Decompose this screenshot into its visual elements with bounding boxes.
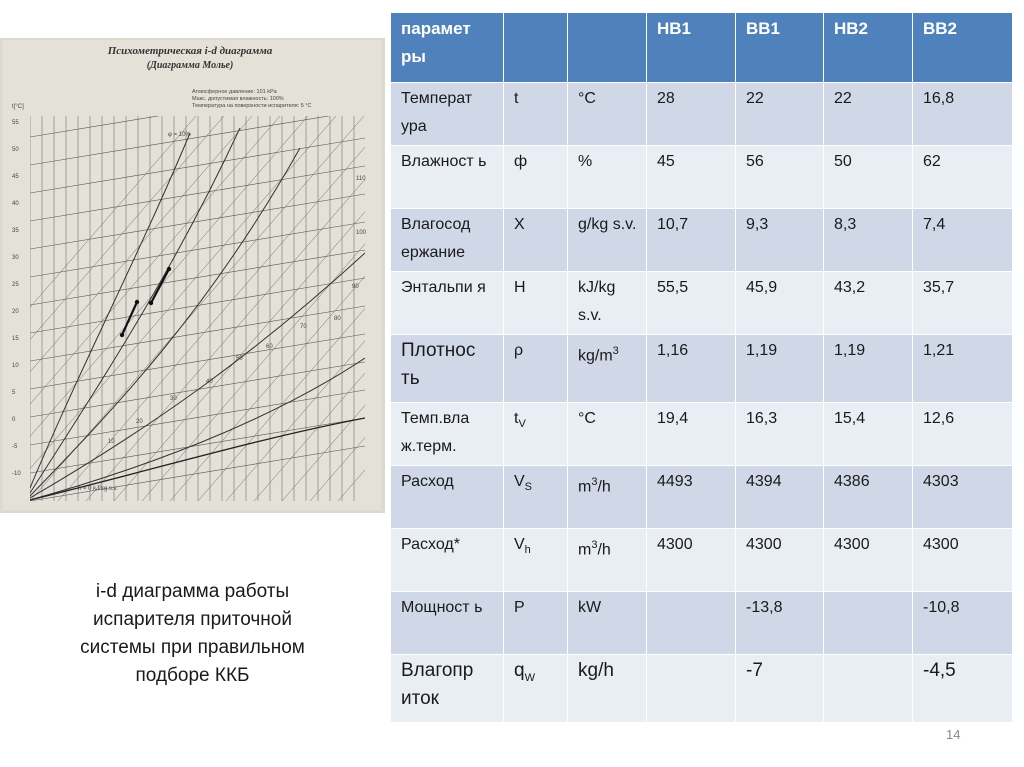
value-cell: 4300 (736, 529, 824, 592)
y-tick-label: -10 (12, 471, 21, 477)
param-name-cell: Плотнос ть (391, 335, 504, 403)
value-cell: 43,2 (824, 272, 913, 335)
param-unit-superscript: 3 (591, 476, 598, 488)
y-tick-label: 45 (12, 174, 19, 180)
y-tick-label: 55 (12, 120, 19, 126)
param-unit-cell (568, 466, 647, 529)
value-cell: 15,4 (824, 403, 913, 466)
param-unit-cell (568, 592, 647, 655)
param-symbol: ф (514, 153, 528, 170)
table-header-row (391, 13, 1013, 83)
process-point (167, 267, 171, 271)
value-cell (824, 592, 913, 655)
value-cell: 4300 (824, 529, 913, 592)
chart-title: Психометрическая i-d диаграмма (107, 45, 273, 57)
value-cell: 56 (736, 146, 824, 209)
param-symbol-subscript: S (524, 481, 533, 494)
table-row (391, 146, 1013, 209)
parameters-table (390, 12, 1013, 723)
value-cell (647, 592, 736, 655)
table-row (391, 655, 1013, 723)
value-cell: 4493 (647, 466, 736, 529)
table-row (391, 529, 1013, 592)
process-point (120, 333, 124, 337)
value-cell: 19,4 (647, 403, 736, 466)
enthalpy-label: 90 (352, 284, 359, 290)
param-unit: m (578, 541, 592, 559)
y-tick-label: 30 (12, 255, 19, 261)
param-symbol: V (514, 536, 525, 553)
value-cell: 16,8 (913, 83, 1013, 146)
param-symbol-cell (504, 466, 568, 529)
param-unit: °C (578, 410, 596, 427)
param-unit-cell (568, 146, 647, 209)
value-cell: 50 (824, 146, 913, 209)
chart-note-3: Температура на поверхности испарителя: 5 °С (192, 103, 312, 109)
param-symbol-cell (504, 335, 568, 403)
y-tick-label: 0 (12, 417, 16, 423)
param-unit: m (578, 478, 592, 496)
enthalpy-label: 30 (170, 396, 177, 402)
value-cell: 10,7 (647, 209, 736, 272)
param-unit-cell (568, 272, 647, 335)
param-unit-superscript: 3 (591, 539, 598, 551)
y-tick-label: 50 (12, 147, 19, 153)
enthalpy-label: 10 (108, 439, 115, 445)
y-tick-label: -5 (12, 444, 18, 450)
value-cell: 22 (824, 83, 913, 146)
enthalpy-zero-label: h = 0 kJ/kg s.v. (78, 486, 118, 492)
param-symbol-cell (504, 209, 568, 272)
value-cell: -4,5 (913, 655, 1013, 723)
value-cell: 4300 (647, 529, 736, 592)
page-number: 14 (946, 727, 961, 742)
table-row (391, 209, 1013, 272)
param-symbol-cell (504, 83, 568, 146)
table-row (391, 466, 1013, 529)
caption-line: системы при правильном (80, 637, 305, 658)
enthalpy-label: 110 (356, 176, 366, 182)
param-name-cell: Влагосод ержание (391, 209, 504, 272)
param-name-cell: Влагопр иток (391, 655, 504, 723)
value-cell: 4300 (913, 529, 1013, 592)
y-tick-label: 35 (12, 228, 19, 234)
param-name-cell: Расход (391, 466, 504, 529)
param-unit: °C (578, 90, 596, 107)
value-cell: 1,19 (824, 335, 913, 403)
header-symbol (504, 13, 568, 83)
enthalpy-label: 50 (236, 356, 243, 362)
param-name-cell: Температ ура (391, 83, 504, 146)
value-cell: 4303 (913, 466, 1013, 529)
param-symbol-cell (504, 655, 568, 723)
param-symbol: X (514, 216, 525, 233)
value-cell: 4386 (824, 466, 913, 529)
table-row (391, 403, 1013, 466)
enthalpy-label: 40 (206, 379, 213, 385)
param-unit-cell (568, 335, 647, 403)
param-symbol: H (514, 279, 526, 296)
value-cell (647, 655, 736, 723)
param-symbol-cell (504, 592, 568, 655)
param-unit: kW (578, 599, 602, 616)
param-unit-suffix: /h (597, 541, 611, 559)
param-unit: kg/m (578, 347, 613, 365)
param-name-cell: Мощност ь (391, 592, 504, 655)
chart-note-2: Макс. допустимая влажность: 100% (192, 96, 284, 102)
value-cell: -7 (736, 655, 824, 723)
param-symbol-cell (504, 146, 568, 209)
param-name-cell: Энтальпи я (391, 272, 504, 335)
value-cell: 8,3 (824, 209, 913, 272)
value-cell: 9,3 (736, 209, 824, 272)
header-hb2: НВ2 (824, 13, 913, 83)
value-cell: 1,19 (736, 335, 824, 403)
value-cell: 22 (736, 83, 824, 146)
caption-line: i-d диаграмма работы (95, 581, 290, 602)
table-row (391, 83, 1013, 146)
value-cell: 16,3 (736, 403, 824, 466)
y-axis-label: t[°C] (12, 104, 24, 110)
process-point (149, 301, 153, 305)
chart-note-1: Атмосферное давление: 101 kPa (192, 89, 277, 95)
param-unit-suffix: /h (597, 478, 611, 496)
header-unit (568, 13, 647, 83)
header-parameters: парамет ры (391, 13, 504, 83)
enthalpy-label: 60 (266, 344, 273, 350)
enthalpy-label: 70 (300, 324, 307, 330)
psychrometric-chart-photo (0, 38, 385, 513)
value-cell: 55,5 (647, 272, 736, 335)
value-cell: 12,6 (913, 403, 1013, 466)
caption-line: подборе ККБ (135, 665, 250, 686)
caption-line: испарителя приточной (93, 609, 292, 630)
param-unit: g/kg s.v. (578, 216, 637, 233)
enthalpy-label: 80 (334, 316, 341, 322)
param-unit-cell (568, 655, 647, 723)
param-name-cell: Влажност ь (391, 146, 504, 209)
header-hb1: НВ1 (647, 13, 736, 83)
param-symbol: P (514, 599, 525, 616)
process-point (135, 300, 139, 304)
y-tick-label: 15 (12, 336, 19, 342)
value-cell: 4394 (736, 466, 824, 529)
param-name-cell: Темп.вла ж.терм. (391, 403, 504, 466)
slide-caption (20, 578, 365, 690)
phi-label: φ = 10% (168, 132, 191, 138)
param-symbol: ρ (514, 342, 524, 359)
y-tick-label: 10 (12, 363, 19, 369)
value-cell: 7,4 (913, 209, 1013, 272)
value-cell (824, 655, 913, 723)
enthalpy-label: 20 (136, 419, 143, 425)
value-cell: 45 (647, 146, 736, 209)
param-symbol-cell (504, 403, 568, 466)
value-cell: 35,7 (913, 272, 1013, 335)
table-row (391, 592, 1013, 655)
param-unit-cell (568, 83, 647, 146)
value-cell: -10,8 (913, 592, 1013, 655)
header-bb2: ВВ2 (913, 13, 1013, 83)
param-symbol: V (514, 473, 525, 490)
param-name-cell: Расход* (391, 529, 504, 592)
header-bb1: ВВ1 (736, 13, 824, 83)
table-row (391, 335, 1013, 403)
value-cell: -13,8 (736, 592, 824, 655)
table-row (391, 272, 1013, 335)
param-symbol-subscript: W (524, 671, 535, 684)
value-cell: 28 (647, 83, 736, 146)
param-unit-cell (568, 403, 647, 466)
param-symbol: t (514, 410, 519, 427)
param-symbol-cell (504, 529, 568, 592)
y-tick-label: 5 (12, 390, 16, 396)
param-unit: kJ/kg s.v. (578, 279, 616, 324)
param-unit-cell (568, 209, 647, 272)
y-tick-label: 25 (12, 282, 19, 288)
y-tick-label: 40 (12, 201, 19, 207)
param-symbol: q (514, 660, 525, 681)
chart-subtitle: (Диаграмма Молье) (146, 60, 234, 71)
value-cell: 1,21 (913, 335, 1013, 403)
param-unit-superscript: 3 (612, 345, 619, 357)
param-symbol-subscript: V (518, 418, 526, 431)
param-unit: kg/h (578, 660, 614, 681)
param-symbol-subscript: h (524, 544, 531, 557)
param-symbol: t (514, 90, 519, 107)
enthalpy-label: 100 (356, 230, 367, 236)
value-cell: 45,9 (736, 272, 824, 335)
param-unit: % (578, 153, 593, 170)
y-tick-label: 20 (12, 309, 19, 315)
value-cell: 62 (913, 146, 1013, 209)
value-cell: 1,16 (647, 335, 736, 403)
param-symbol-cell (504, 272, 568, 335)
param-unit-cell (568, 529, 647, 592)
